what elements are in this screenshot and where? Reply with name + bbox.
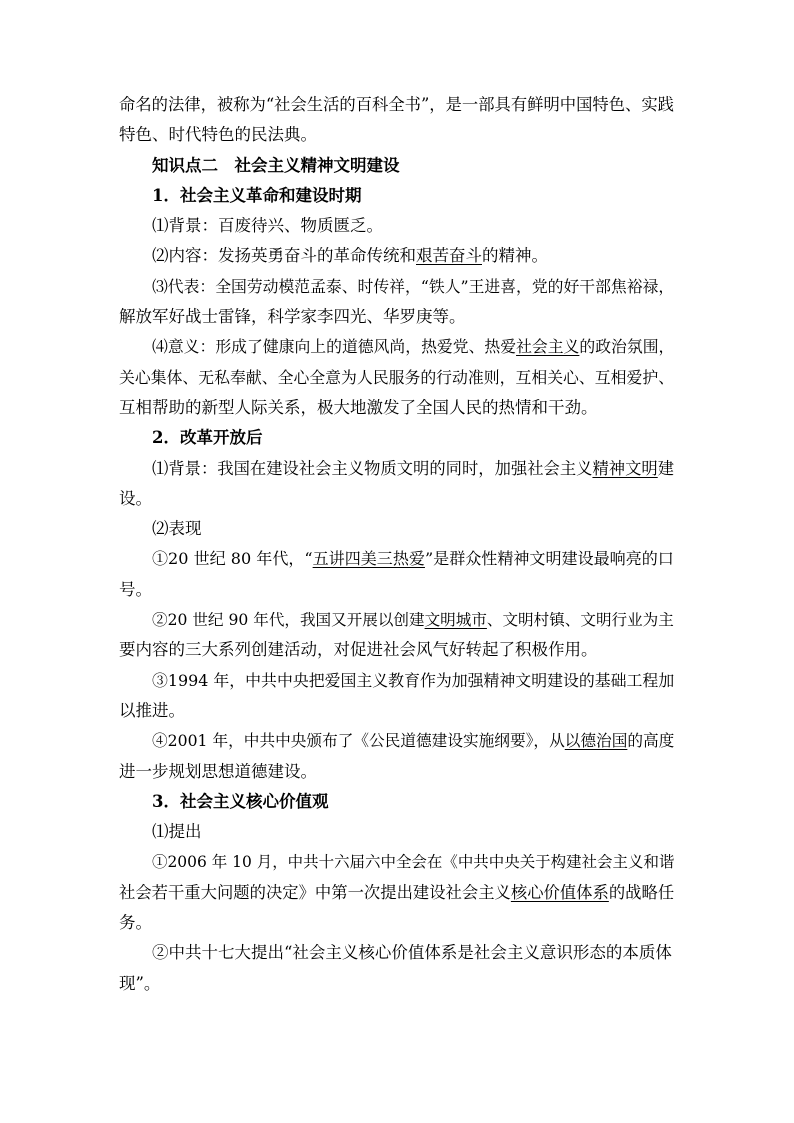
list-item <box>119 605 677 635</box>
text-run: 社会若干重大问题的决定》中第一次提出建设社会主义 <box>119 882 511 902</box>
representatives-line: ⑶代表：全国劳动模范孟泰、时传祥，“铁人”王进喜，党的好干部焦裕禄， <box>152 276 675 296</box>
text-run: 的战略任 <box>608 882 675 902</box>
list-item: ②中共十七大提出“社会主义核心价值体系是社会主义意识形态的本质体 <box>152 943 672 963</box>
list-item-continuation: 现”。 <box>119 973 161 993</box>
heading-2: 2．改革开放后 <box>152 428 263 448</box>
subheading: ⑴提出 <box>152 822 202 842</box>
document-body <box>119 90 677 999</box>
representatives-line: 解放军好战士雷锋，科学家李四光、华罗庚等。 <box>119 307 466 327</box>
significance-line: 互相帮助的新型人际关系，极大地激发了全国人民的热情和干劲。 <box>119 397 598 417</box>
underlined-keyword: 社会主义 <box>516 337 580 357</box>
text-run: ①20 世纪 80 年代，“ <box>152 549 313 569</box>
underlined-keyword: 五讲四美三热爱 <box>312 549 425 569</box>
text-run: ④2001 年，中共中央颁布了《公民道德建设实施纲要》，从 <box>152 731 565 751</box>
significance-line <box>119 332 677 362</box>
list-item-continuation: 号。 <box>119 579 152 599</box>
background-item: ⑴背景：百废待兴、物质匮乏。 <box>152 216 383 236</box>
list-item-continuation: 务。 <box>119 913 152 933</box>
list-item: ③1994 年，中共中央把爱国主义教育作为加强精神文明建设的基础工程加 <box>152 670 675 690</box>
underlined-keyword: 核心价值体系 <box>510 882 609 902</box>
paragraph-line: 特色、时代特色的民法典。 <box>119 125 317 145</box>
text-run: 的高度 <box>627 731 675 751</box>
text-run: 的政治氛围， <box>579 337 675 357</box>
underlined-keyword: 以德治国 <box>564 731 628 751</box>
section-title: 知识点二 社会主义精神文明建设 <box>152 155 400 175</box>
underlined-keyword: 艰苦奋斗 <box>416 246 482 266</box>
paragraph-line: 命名的法律，被称为“社会生活的百科全书”，是一部具有鲜明中国特色、实践 <box>119 95 674 114</box>
list-item-continuation: 要内容的三大系列创建活动，对促进社会风气好转起了积极作用。 <box>119 640 598 660</box>
text-run: ”是群众性精神文明建设最响亮的口 <box>424 549 674 569</box>
underlined-keyword: 文明城市 <box>424 611 487 630</box>
underlined-keyword: 精神文明 <box>592 458 658 478</box>
text-run: 建 <box>657 458 675 478</box>
text-run: ⑵内容：发扬英勇奋斗的革命传统和 <box>152 246 416 266</box>
subheading: ⑵表现 <box>152 519 202 539</box>
text-run: ⑴背景：我国在建设社会主义物质文明的同时，加强社会主义 <box>152 458 593 478</box>
background-line: 设。 <box>119 488 152 508</box>
significance-line: 关心集体、无私奉献、全心全意为人民服务的行动准则，互相关心、互相爱护、 <box>119 367 675 387</box>
list-item-continuation: 以推进。 <box>119 700 185 720</box>
list-item-continuation <box>119 878 677 908</box>
list-item <box>119 726 677 756</box>
list-item-continuation: 进一步规划思想道德建设。 <box>119 761 317 781</box>
content-item <box>119 241 677 271</box>
heading-3: 3．社会主义核心价值观 <box>152 791 329 811</box>
list-item: ①2006 年 10 月，中共十六届六中全会在《中共中央关于构建社会主义和谐 <box>152 853 675 872</box>
background-line <box>119 454 677 484</box>
text-run: ⑷意义：形成了健康向上的道德风尚，热爱党、热爱 <box>152 337 517 357</box>
text-run: 的精神。 <box>482 246 548 266</box>
text-run: 、文明村镇、文明行业为主 <box>486 611 674 630</box>
heading-1: 1．社会主义革命和建设时期 <box>152 185 362 205</box>
text-run: ②20 世纪 90 年代，我国又开展以创建 <box>152 611 425 630</box>
list-item <box>119 544 677 574</box>
